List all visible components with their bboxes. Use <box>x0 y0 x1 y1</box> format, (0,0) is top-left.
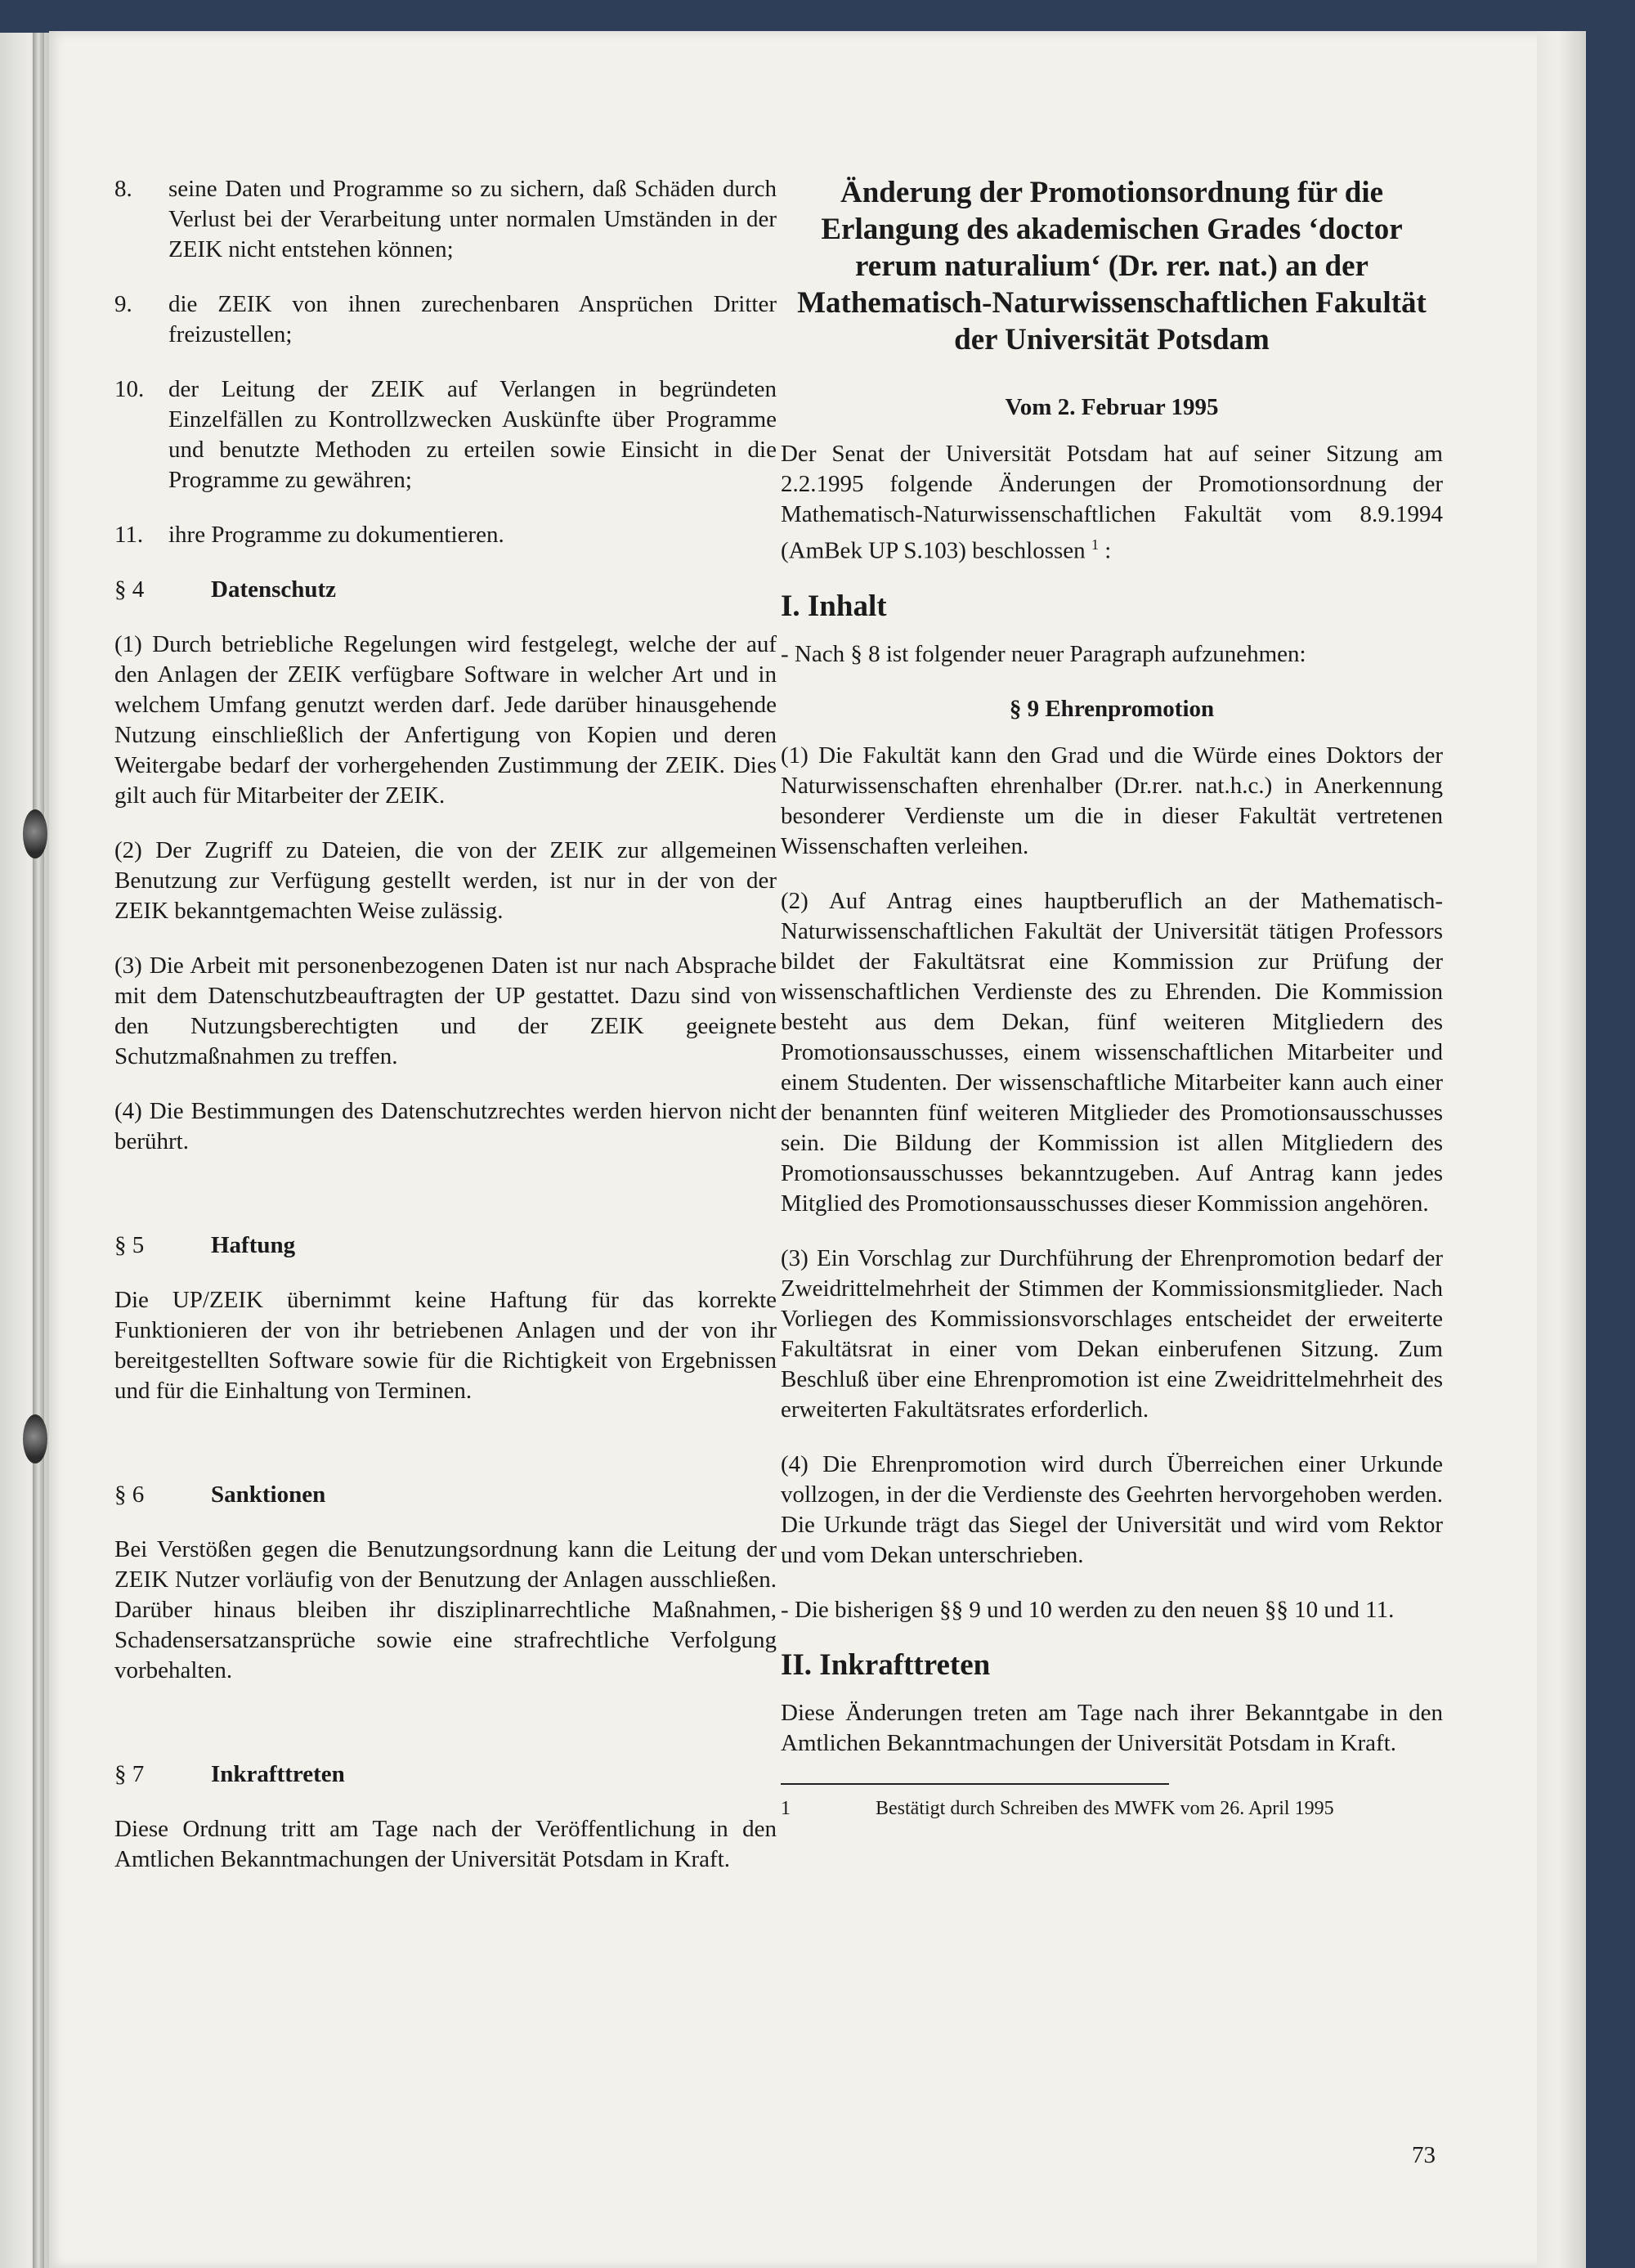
spacer <box>114 1181 777 1230</box>
section-6-heading <box>114 1480 777 1510</box>
item-text: ihre Programme zu dokumentieren. <box>168 522 504 548</box>
footnote-ref: 1 <box>1091 536 1099 553</box>
section-9-para-2: (2) Auf Antrag eines hauptberuflich an der Mathematisch-Naturwissenschaftlichen Fakultät der Universität tätigen Professors bildet der Fakultätsrat eine Kommission zur Prüfung der wissenschaftlichen Verdienste des zu Ehrenden. Die Kommission besteht aus dem Dekan, fünf weiteren Mitgliedern des Promotionsausschusses, einem wissenschaftlichen Mitarbeiter und einem Studenten. Der wissenschaftliche Mitarbeiter kann auch einer der benannten fünf weiteren Mitglieder des Promotionsausschusses sein. Die Bildung der Kommission ist allen Mitgliedern des Promotionsausschusses bekanntzugeben. Auf Antrag kann jedes Mitglied des Promotionsausschusses dieser Kommission angehören. <box>781 887 1443 1217</box>
document-title: Änderung der Promotionsordnung für die Erlangung des akademischen Grades ‘doctor rerum naturalium‘ (Dr. rer. nat.) an der Mathematisch-Naturwissenschaftlichen Fakultät der Universität Potsdam <box>797 176 1427 356</box>
section-9-para-3: (3) Ein Vorschlag zur Durchführung der Ehrenpromotion bedarf der Zweidrittelmehrheit der Stimmen der Kommissionsmitglieder. Nach Vorliegen des Kommissionsvorschlages entscheidet der erweiterte Fakultätsrat in einer vom Dekan einberufenen Sitzung. Zum Beschluß über eine Ehrenpromotion ist eine Zweidrittelmehrheit des erweiterten Fakultätsrates erforderlich. <box>781 1244 1443 1423</box>
item-number: 8. <box>114 176 132 202</box>
item-text: seine Daten und Programme so zu sichern, daß Schäden durch Verlust bei der Verarbeitung unter normalen Umständen in der ZEIK nicht entstehen können; <box>168 176 777 262</box>
section-7-text: Diese Ordnung tritt am Tage nach der Veröffentlichung in den Amtlichen Bekanntmachungen der Universität Potsdam in Kraft. <box>114 1816 777 1872</box>
left-column <box>114 174 777 1899</box>
section-9-title: § 9 Ehrenpromotion <box>1009 695 1215 722</box>
section-title: Haftung <box>211 1232 296 1258</box>
list-item <box>114 289 777 350</box>
insert-note: - Nach § 8 ist folgender neuer Paragraph aufzunehmen: <box>781 640 1306 667</box>
effective-text: Diese Änderungen treten am Tage nach ihrer Bekanntgabe in den Amtlichen Bekanntmachungen der Universität Potsdam in Kraft. <box>781 1699 1443 1756</box>
heading-inkrafttreten: II. Inkrafttreten <box>781 1647 991 1682</box>
footnote-text: Bestätigt durch Schreiben des MWFK vom 26. April 1995 <box>876 1797 1334 1819</box>
binder-ring-top <box>23 809 47 858</box>
item-text: der Leitung der ZEIK auf Verlangen in begründeten Einzelfällen zu Kontrollzwecken Auskünfte über Programme und benutzte Methoden zu erteilen sowie Einsicht in die Programme zu gewähren; <box>168 376 777 493</box>
right-column <box>781 174 1443 1821</box>
intro-end: : <box>1104 537 1112 564</box>
section-number: § 4 <box>114 576 145 603</box>
list-item <box>114 374 777 495</box>
spacer <box>114 1710 777 1759</box>
section-title: Sanktionen <box>211 1481 326 1508</box>
section-4-para-4: (4) Die Bestimmungen des Datenschutzrechtes werden hiervon nicht berührt. <box>114 1098 777 1154</box>
list-item <box>114 520 777 550</box>
document-date: Vom 2. Februar 1995 <box>1005 394 1219 420</box>
binder-ring-bottom <box>23 1414 47 1463</box>
section-4-heading <box>114 575 777 605</box>
section-6-text: Bei Verstößen gegen die Benutzungsordnung kann die Leitung der ZEIK Nutzer vorläufig von der Benutzung der Anlagen ausschließen. Darüber hinaus bleiben ihr disziplinarrechtliche Maßnahmen, Schadensersatzansprüche sowie eine strafrechtliche Verfolgung vorbehalten. <box>114 1536 777 1683</box>
footnote-divider <box>781 1783 1169 1785</box>
renumber-note: - Die bisherigen §§ 9 und 10 werden zu den neuen §§ 10 und 11. <box>781 1596 1395 1623</box>
intro-text: Der Senat der Universität Potsdam hat auf seiner Sitzung am 2.2.1995 folgende Änderungen der Promotionsordnung der Mathematisch-Naturwissenschaftlichen Fakultät vom 8.9.1994 (AmBek UP S.103) beschlossen <box>781 441 1443 564</box>
list-item <box>114 174 777 265</box>
section-4-para-3: (3) Die Arbeit mit personenbezogenen Daten ist nur nach Absprache mit dem Datenschutzbeauftragten der UP gestattet. Dazu sind von den Nutzungsberechtigten und der ZEIK geeignete Schutzmaßnahmen zu treffen. <box>114 952 777 1069</box>
section-title: Datenschutz <box>211 576 337 603</box>
section-title: Inkrafttreten <box>211 1761 345 1787</box>
section-9-para-1: (1) Die Fakultät kann den Grad und die Würde eines Doktors der Naturwissenschaften ehrenhalber (Dr.rer. nat.h.c.) in Anerkennung besonderer Verdienste um die in dieser Fakultät vertretenen Wissenschaften verleihen. <box>781 742 1443 859</box>
binder-spine <box>33 33 44 2268</box>
footnote-number: 1 <box>781 1797 791 1819</box>
heading-inhalt: I. Inhalt <box>781 589 887 623</box>
page-stack-edge <box>1537 31 1586 2268</box>
intro-paragraph <box>781 439 1443 567</box>
section-4-para-2: (2) Der Zugriff zu Dateien, die von der ZEIK zur allgemeinen Benutzung zur Verfügung gestellt werden, ist nur in der von der ZEIK bekanntgemachten Weise zulässig. <box>114 837 777 924</box>
section-4-para-1: (1) Durch betriebliche Regelungen wird festgelegt, welche der auf den Anlagen der ZEIK verfügbare Software in welcher Art und in welchem Umfang genutzt werden darf. Jede darüber hinausgehende Nutzung einschließlich der Anfertigung von Kopien und deren Weitergabe bedarf der vorhergehenden Zustimmung der ZEIK. Dies gilt auch für Mitarbeiter der ZEIK. <box>114 631 777 809</box>
document-page <box>49 31 1586 2268</box>
page-number: 73 <box>1412 2142 1436 2168</box>
item-number: 9. <box>114 291 132 317</box>
section-5-text: Die UP/ZEIK übernimmt keine Haftung für das korrekte Funktionieren der von ihr betriebenen Anlagen und der von ihr bereitgestellten Software sowie für die Richtigkeit von Ergebnissen und für die Einhaltung von Terminen. <box>114 1287 777 1404</box>
item-number: 10. <box>114 376 145 402</box>
section-number: § 6 <box>114 1481 145 1508</box>
spacer <box>114 1431 777 1480</box>
footnote <box>781 1796 1443 1821</box>
item-text: die ZEIK von ihnen zurechenbaren Ansprüchen Dritter freizustellen; <box>168 291 777 347</box>
section-number: § 5 <box>114 1232 145 1258</box>
section-number: § 7 <box>114 1761 145 1787</box>
section-7-heading <box>114 1759 777 1790</box>
section-9-para-4: (4) Die Ehrenpromotion wird durch Überreichen einer Urkunde vollzogen, in der die Verdienste des Geehrten hervorgehoben werden. Die Urkunde trägt das Siegel der Universität und wird vom Rektor und vom Dekan unterschrieben. <box>781 1450 1443 1568</box>
item-number: 11. <box>114 522 144 548</box>
section-5-heading <box>114 1230 777 1261</box>
